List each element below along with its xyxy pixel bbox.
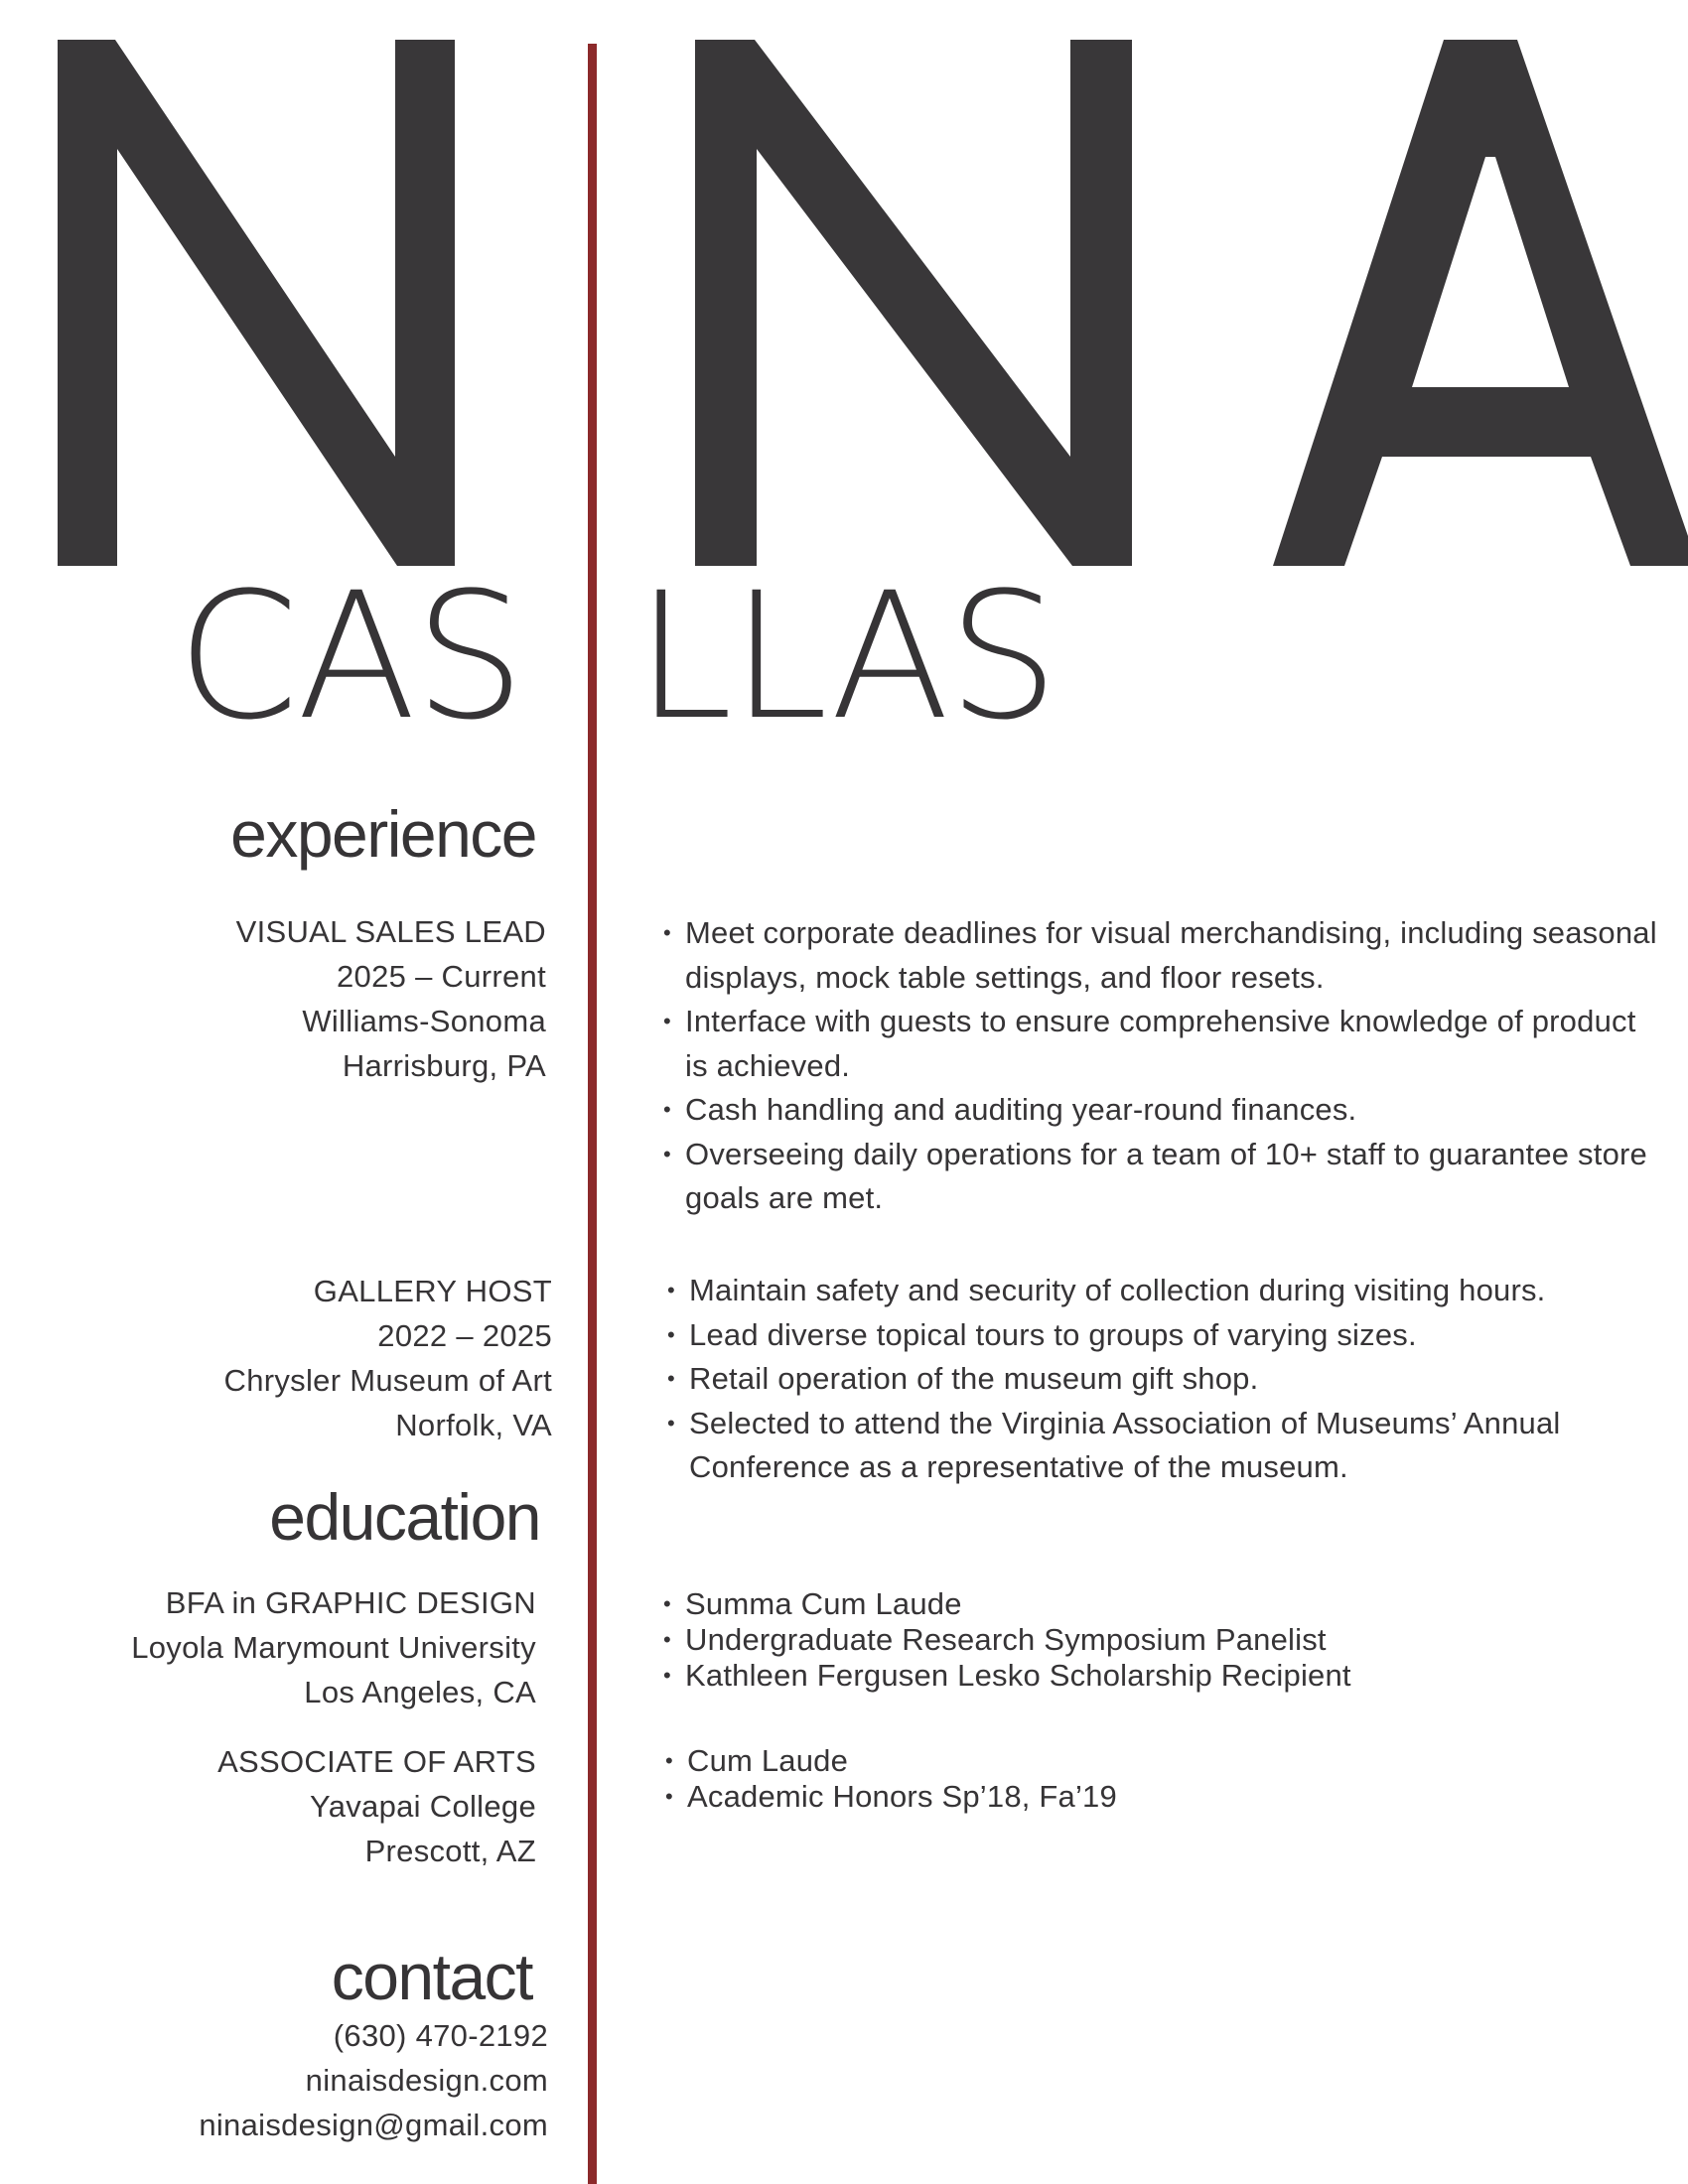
email-link[interactable]: ninaisdesign@gmail.com <box>199 2108 548 2142</box>
degree: BFA in GRAPHIC DESIGN <box>165 1585 536 1620</box>
education-heading: education <box>269 1480 540 1554</box>
job-title: VISUAL SALES LEAD <box>235 914 546 949</box>
list-item: • Lead diverse topical tours to groups of varying sizes. <box>667 1313 1670 1358</box>
job-location: Norfolk, VA <box>395 1408 552 1442</box>
job-bullet-list <box>663 911 1666 1221</box>
list-item: • Kathleen Fergusen Lesko Scholarship Recipient <box>663 1658 1666 1694</box>
list-item: • Retail operation of the museum gift shop. <box>667 1357 1670 1402</box>
degree: ASSOCIATE OF ARTS <box>217 1744 536 1779</box>
list-item: • Undergraduate Research Symposium Panelist <box>663 1622 1666 1658</box>
contact-details <box>199 2013 548 2147</box>
vertical-divider-rule <box>588 44 597 2184</box>
education-bullet-list <box>665 1743 1668 1815</box>
list-item: • Maintain safety and security of collection during visiting hours. <box>667 1269 1670 1313</box>
education-bullet-list <box>663 1586 1666 1694</box>
job-title: GALLERY HOST <box>313 1274 552 1308</box>
school-location: Los Angeles, CA <box>304 1675 536 1709</box>
surname-right-part: LLAS <box>635 555 1057 758</box>
job-company: Chrysler Museum of Art <box>223 1363 552 1398</box>
list-item: • Overseeing daily operations for a team of 10+ staff to guarantee store goals are met. <box>663 1133 1666 1221</box>
website-link[interactable]: ninaisdesign.com <box>305 2063 548 2098</box>
school-name: Yavapai College <box>310 1789 536 1824</box>
list-item: • Meet corporate deadlines for visual merchandising, including seasonal displays, mock table settings, and floor resets. <box>663 911 1666 1000</box>
school-name: Loyola Marymount University <box>131 1630 536 1665</box>
school-location: Prescott, AZ <box>364 1834 536 1868</box>
surname-left-part: CAS <box>177 555 524 758</box>
list-item: • Cash handling and auditing year-round finances. <box>663 1088 1666 1133</box>
education-details <box>217 1739 536 1873</box>
job-details <box>236 909 546 1088</box>
name-letter-a <box>1273 40 1688 566</box>
job-bullet-list <box>667 1269 1670 1490</box>
contact-heading: contact <box>331 1940 532 2013</box>
list-item: • Interface with guests to ensure comprehensive knowledge of product is achieved. <box>663 1000 1666 1088</box>
education-details <box>131 1580 536 1714</box>
job-dates: 2022 – 2025 <box>377 1318 552 1353</box>
job-details <box>224 1269 552 1447</box>
experience-heading: experience <box>230 797 536 871</box>
phone-number[interactable]: (630) 470-2192 <box>333 2018 548 2053</box>
job-company: Williams-Sonoma <box>302 1004 546 1038</box>
job-dates: 2025 – Current <box>337 959 546 994</box>
name-letter-n <box>695 40 1132 566</box>
job-location: Harrisburg, PA <box>342 1048 546 1083</box>
list-item: • Academic Honors Sp’18, Fa’19 <box>665 1779 1668 1815</box>
name-letter-n <box>58 40 455 566</box>
list-item: • Selected to attend the Virginia Association of Museums’ Annual Conference as a representative of the museum. <box>667 1402 1670 1490</box>
list-item: • Cum Laude <box>665 1743 1668 1779</box>
list-item: • Summa Cum Laude <box>663 1586 1666 1622</box>
